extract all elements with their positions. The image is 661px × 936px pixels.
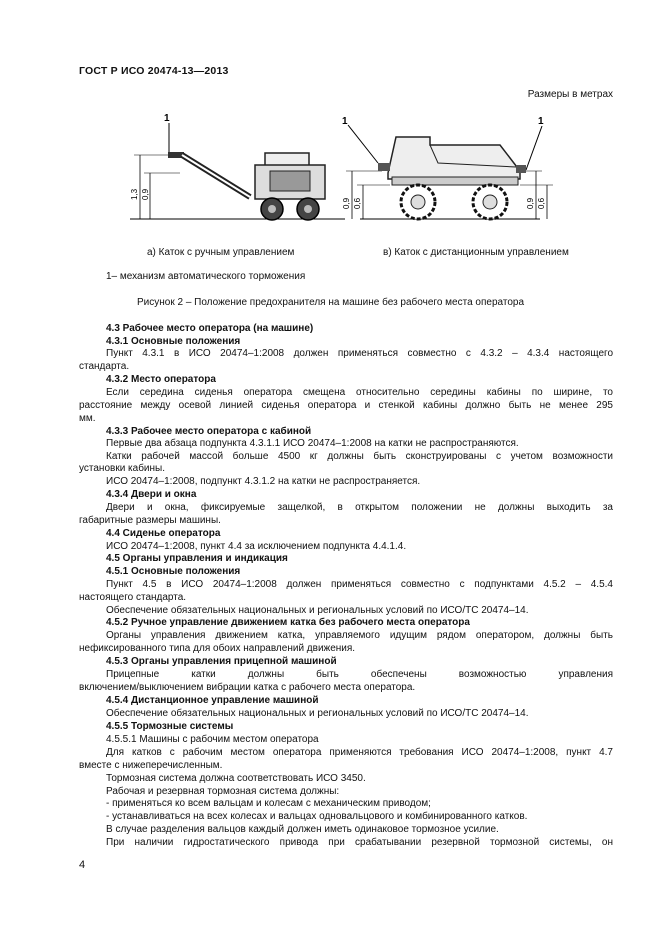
right-callout-1b: 1: [538, 116, 544, 127]
figure-title: Рисунок 2 – Положение предохранителя на машине без рабочего места оператора: [136, 297, 525, 308]
left-dim-label-2: 0,9: [141, 188, 150, 200]
paragraph-line: расстояние между осевой линией сиденья оператора и стенкой кабины должно быть не менее 295: [79, 400, 613, 411]
heading-4-3-1: 4.3.1 Основные положения: [106, 336, 241, 347]
document-header: ГОСТ Р ИСО 20474-13—2013: [79, 65, 229, 77]
heading-4-3-3: 4.3.3 Рабочее место оператора с кабиной: [106, 426, 312, 437]
paragraph-line: Обеспечение обязательных национальных и региональных условий по ИСО/ТС 20474–14.: [106, 708, 529, 719]
left-figure-caption: а) Каток с ручным управлением: [147, 247, 295, 258]
paragraph-line: установки кабины.: [79, 463, 166, 474]
page-number: 4: [79, 859, 86, 871]
remote-wheel-2-hub: [483, 195, 497, 209]
right-dim-right-label-2: 0,6: [537, 197, 546, 209]
paragraph-line: Обеспечение обязательных национальных и региональных условий по ИСО/ТС 20474–14.: [106, 605, 529, 616]
paragraph-line: стандарта.: [79, 361, 130, 372]
heading-4-5-1: 4.5.1 Основные положения: [106, 566, 241, 577]
right-dim-right-label-1: 0,9: [526, 197, 535, 209]
heading-4-3-2: 4.3.2 Место оператора: [106, 374, 216, 385]
heading-4-3: 4.3 Рабочее место оператора (на машине): [106, 323, 314, 334]
paragraph-line: Первые два абзаца подпункта 4.3.1.1 ИСО 20474–1:2008 на катки не распространяются.: [106, 438, 519, 449]
list-item: - устанавливаться на всех колесах и вальцах одновальцового и комбинированного катков.: [106, 811, 528, 822]
remote-roller-drawing: [330, 105, 570, 235]
remote-bumper-rear: [516, 165, 526, 173]
paragraph-line: габаритные размеры машины.: [79, 515, 221, 526]
right-callout-1a: 1: [342, 116, 348, 127]
paragraph-line: ИСО 20474–1:2008, подпункт 4.3.1.2 на катки не распространяется.: [106, 476, 421, 487]
paragraph-line: В случае разделения вальцов каждый должен иметь одинаковое тормозное усилие.: [106, 824, 499, 835]
left-dim-label-1: 1,3: [130, 188, 139, 200]
remote-wheel-1-hub: [411, 195, 425, 209]
heading-4-5-3: 4.5.3 Органы управления прицепной машиной: [106, 656, 337, 667]
right-dim-left-label-2: 0,6: [353, 197, 362, 209]
roller-handle-bar-inner: [182, 155, 250, 197]
heading-4-5-2: 4.5.2 Ручное управление движением катка без рабочего места оператора: [106, 617, 470, 628]
heading-4-3-4: 4.3.4 Двери и окна: [106, 489, 197, 500]
left-callout-1: 1: [164, 113, 170, 124]
paragraph-line: Двери и окна, фиксируемые защелкой, в открытом положении не должны выходить за: [106, 502, 613, 513]
remote-roller-chassis: [392, 177, 518, 185]
figure-legend: 1– механизм автоматического торможения: [106, 271, 306, 282]
remote-roller-body: [388, 137, 520, 179]
paragraph-line: нефиксированного типа для обоих направлений движения.: [79, 643, 356, 654]
paragraph-line: При наличии гидростатического привода при срабатывании резервной тормозной системы, он: [106, 837, 613, 848]
heading-4-5: 4.5 Органы управления и индикация: [106, 553, 288, 564]
paragraph-line: Для катков с рабочим местом оператора применяются требования ИСО 20474–1:2008, пункт 4.7: [106, 747, 613, 758]
paragraph-line: Тормозная система должна соответствовать ИСО 3450.: [106, 773, 366, 784]
paragraph-line: мм.: [79, 413, 96, 424]
right-dim-left-label-1: 0,9: [342, 197, 351, 209]
remote-bumper-front: [378, 163, 390, 171]
paragraph-line: 4.5.5.1 Машины с рабочим местом оператора: [106, 734, 319, 745]
paragraph-line: Рабочая и резервная тормозная система должны:: [106, 786, 340, 797]
right-callout-leader-a: [348, 125, 378, 163]
paragraph-line: ИСО 20474–1:2008, пункт 4.4 за исключением подпункта 4.4.1.4.: [106, 541, 407, 552]
paragraph-line: вместе с нижеперечисленным.: [79, 760, 223, 771]
right-figure-caption: в) Каток с дистанционным управлением: [383, 247, 569, 258]
paragraph-line: Прицепные катки должны быть обеспечены возможностью управления: [106, 669, 613, 680]
heading-4-5-5: 4.5.5 Тормозные системы: [106, 721, 234, 732]
paragraph-line: Пункт 4.5 в ИСО 20474–1:2008 должен применяться совместно с подпунктами 4.5.2 – 4.5.4: [106, 579, 613, 590]
heading-4-5-4: 4.5.4 Дистанционное управление машиной: [106, 695, 319, 706]
paragraph-line: Органы управления движением катка, управляемого идущим рядом оператором, должны быть: [106, 630, 613, 641]
right-callout-leader-b: [526, 126, 542, 170]
paragraph-line: настоящего стандарта.: [79, 592, 187, 603]
paragraph-line: Катки рабочей массой больше 4500 кг должны быть сконструированы с учетом возможности: [106, 451, 613, 462]
list-item: - применяться ко всем вальцам и колесам с механическим приводом;: [106, 798, 431, 809]
paragraph-line: Пункт 4.3.1 в ИСО 20474–1:2008 должен применяться совместно с 4.3.2 – 4.3.4 настоящего: [106, 348, 613, 359]
roller-grille: [270, 171, 310, 191]
units-note: Размеры в метрах: [527, 89, 613, 100]
paragraph-line: Если середина сиденья оператора смещена относительно середины кабины по ширине, то: [106, 387, 613, 398]
heading-4-4: 4.4 Сиденье оператора: [106, 528, 221, 539]
roller-drum-front-hub: [268, 205, 276, 213]
paragraph-line: включением/выключением вибрации катка с рабочего места оператора.: [79, 682, 416, 693]
roller-drum-rear-hub: [304, 205, 312, 213]
hand-guided-roller-drawing: [120, 105, 350, 235]
